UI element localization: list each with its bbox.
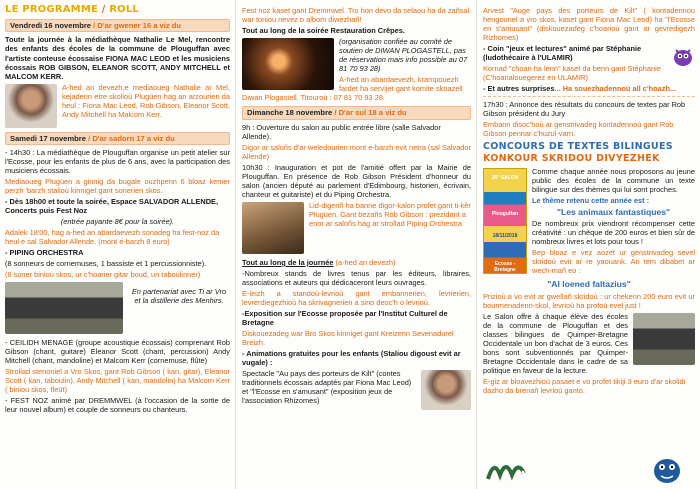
saturday-workshop-br: Mediaoueg Plugüen a ginnig da bugale ouzhpenn 6 bloaz kemer perzh 'barzh stalioù kinniget gant sonerien skos.	[5, 176, 230, 195]
contest-prizes-br: Prizioù a vo evit ar gwellañ skridoù : ur chekenn 200 euro evit ur bourmenadenn-skol, levrioù ha profoù evel just !	[483, 291, 695, 310]
friday-label-br: / D'ar gwener 16 a viz du	[91, 21, 182, 31]
salon-voucher-text-br: E-giz ar bloavezhioù pasaet e vo profet tikiji 3 euro d'ar skolidi dazho da brenañ levrioù ganto.	[483, 377, 686, 396]
program-title	[5, 4, 230, 16]
inauguration-text-br: Lid-digeriñ ha banne digor-kalon profet gant ti-kêr Plugüen. Gant bezañs Rob Gibson : prezidant a enor ar saloñs hag ar strollad Piping Orchestra	[309, 200, 471, 228]
all-day-label-br: (a-hed an devezh)	[333, 257, 396, 267]
program-column-1	[0, 0, 236, 489]
all-day-label: Tout au long de la journée	[242, 257, 334, 267]
surprises-text	[483, 84, 695, 93]
program-column-2	[237, 0, 477, 489]
sunday-label-br: / D'ar sul 18 a viz du	[332, 108, 407, 118]
stands-text-br: E-leizh a standoù-levrioù gant embannerien, levrierien, levrerdiegezhioù ha skrivagnerien a sino deoc'h o levrioù.	[242, 288, 471, 307]
sunday-label: Dimanche 18 novembre	[247, 108, 333, 118]
blue-monster-icon	[650, 452, 684, 484]
program-column-3	[478, 0, 700, 489]
contest-prizes: De nombreux prix viendront récompenser cette créativité : un chèque de 200 euros et bien sûr de nombreux livres et lots pour tous !	[532, 219, 695, 247]
kids-show-text-br: Arvest "Auge pays des porteurs de Kilt" ( kontadennou hengounel a vro skos, kaset gant Fiona Mac Leod) ha "l'Ecosse en s'amusant" (diskouezadeg c'hoarioù gant ar gevredigezh Rizhomes)	[483, 6, 695, 43]
stands-text: -Nombreux stands de livres tenus par les éditeurs, libraires, associations et auteurs qui dédicaceront leurs ouvrages.	[242, 268, 471, 287]
kids-photo	[421, 370, 471, 410]
opening-text-br: Digor ar saloñs d'ar weledourien mont e-barzh evit netra (sal Salvador Allende)	[242, 142, 471, 161]
crepes-organisation: (organisation confiée au comité de soutien de DIWAN PLOGASTELL, pas de réservation mais info possible au 07 81 70 93 28)	[339, 37, 468, 74]
contest-theme-label: Le thème retenu cette année est :	[532, 195, 650, 205]
results-text-br: Embann disoc'hoù ar genstrivadeg kontadennoù gant Rob Gibson pennar c'huzul-varn.	[483, 120, 674, 139]
inauguration-text: 10h30 : Inauguration et pot de l'amitié offert par la Mairie de Plouguffan. En présence de Rob Gibson Président d'honneur du salon (ancien député au parlement d'Edimbourg, historien, écrivain, chanteur et guitariste) et du Piping Orchestra.	[242, 162, 471, 199]
sunday-bar	[242, 106, 471, 119]
saturday-label: Samedi 17 novembre	[10, 133, 86, 143]
kids-activities-title: - Animations gratuites pour les enfants (Staliou digoust evit ar vugale) :	[242, 349, 461, 368]
pipe-band-photo	[5, 282, 123, 334]
all-day-title	[242, 258, 471, 267]
divider	[483, 96, 695, 97]
saturday-concerts: - Dès 18h00 et toute la soirée, Espace SALVADOR ALLENDE, Concerts puis Fest Noz	[5, 197, 219, 216]
partnership-note: En partenariat avec Ti ar Vro et la distillerie des Menhirs.	[131, 287, 227, 306]
saturday-entry: (entrée payante 8€ pour la soirée).	[60, 217, 175, 227]
piping-desc-br: (8 soner biniou skos, ur c'hoarier gitar boud, un taboulinner)	[5, 270, 201, 280]
friday-bar	[5, 19, 230, 32]
salon-poster	[483, 168, 527, 274]
contest-theme: "Les animaux fantastiques"	[556, 206, 671, 217]
surprises-label-br: ... Ha souezhadennoù all c'hoazh...	[554, 84, 677, 94]
purple-monster-icon	[671, 44, 695, 68]
landscape-photo	[633, 313, 695, 365]
program-title-br: ROLL	[109, 4, 139, 15]
storyteller-photo	[5, 84, 57, 128]
poster-label-theme: Ecosse - Bretagne	[494, 260, 516, 273]
saturday-concerts-br: Adalek 18'00, hag a-hed an abardaevezh sonadeg ha fest-noz da heul e sal Salvador Allende. (mont e-barzh 8 euro)	[5, 228, 220, 247]
exhibition-text: -Exposition sur l'Ecosse proposée par l'Institut Culturel de Bretagne	[242, 308, 448, 327]
sea-serpent-icon	[486, 455, 526, 483]
ceilidh-text-br: Strollad stenoniel a Vro Skos, gant Rob Gibson ( kan, gitar), Eleanor Scott ( kan, taboulin), Andy Mitchell ( kan, mandolin) ha Malcom Kerr ( biniou skos, fleüt)	[5, 367, 230, 395]
opening-text: 9h : Ouverture du salon au public entrée libre (salle Salvador Allende).	[242, 122, 441, 141]
program-title-fr: LE PROGRAMME	[5, 4, 98, 15]
saturday-workshop: - 14h30 : La médiathèque de Plouguffan organise un petit atelier sur l'Ecosse, pour les enfants de plus de 6 ans, avec la participation des musiciens écossais.	[5, 147, 230, 175]
program-title-slash: /	[98, 4, 110, 15]
games-block	[483, 44, 695, 82]
contest-title: CONCOURS DE TEXTES BILINGUES	[483, 141, 673, 153]
crepes-title: Tout au long de la soirée Restauration Crêpes.	[242, 26, 405, 36]
exhibition-text-br: Diskouezadeg war Bro Skos kinniget gant Kreizenn Sevenadurel Breizh.	[242, 329, 454, 348]
concert-photo	[242, 38, 334, 90]
saturday-label-br: / D'ar sadorn 17 a viz du	[85, 133, 175, 143]
kids-show-text: Spectacle "Au pays des porteurs de Kilt" (contes traditionnels écossais adaptés par Fiona Mac Leod) et "l'Ecosse en s'amusant" (exposition jeux de l'association Rhizomes)	[242, 369, 412, 406]
guitarist-photo	[242, 202, 304, 254]
contest-theme-br: "Al loened faltazius"	[547, 279, 631, 290]
poster-label-date: 18/11/2018	[492, 232, 518, 239]
poster-label-salon: 26° SALON	[491, 174, 519, 181]
games-corner-text-br: Kornad "choari ha lenn" kaset da benn gant Stéphanie (C'hoarialouegerez en ULAMIR)	[483, 64, 661, 83]
salon-voucher-text: Le Salon offre à chaque élève des écoles de la commune de Plouguffan et des classes bilingues de Quimper-Bretagne Occidentale un bon d'achat de 3 euros. Ces bons sont subventionnés par Quimper-Bretagne Occidentale dans le cadre de sa politique en faveur de la lecture.	[483, 311, 628, 376]
friday-text-br: A-hed an devezh,e mediaoueg Nathalie ar Mel, kejadenn etre skolioù Plugüen hag an arzourien da heul : Fiona Mac Leod, Rob Gibson, Eleanor Scott, Andy Mitchell ha Malcom Kerr.	[62, 82, 230, 119]
poster-label-town: Plouguffan	[491, 210, 519, 217]
crepes-text-br: A-hed an abardaevezh, krampouezh fardet ha servijet gant komite skoazell Diwan Plogastell. Titouroù : 07 81 70 93 28	[242, 75, 463, 103]
friday-label: Vendredi 16 novembre	[10, 21, 92, 31]
contest-title-br: KONKOUR SKRIDOU DIVYEZHEK	[483, 152, 660, 164]
contest-intro: Comme chaque année nous proposons au jeune public des écoles de la commune un texte bilingue sur des thèmes qui lui sont proches.	[532, 166, 695, 194]
festnoz-text-br: Fest noz kaset gant Dremmwel. Tro hon devo da selaou ha da zañsal war toniou nevez o albom diwezhañ!	[242, 6, 470, 25]
piping-desc: (8 sonneurs de cornemuses, 1 bassiste et 1 percussionniste).	[5, 259, 207, 269]
ceilidh-text: - CEILIDH MENAGE (groupe acoustique écossais) comprenant Rob Gibson (chant, guitare) Eleanor Scott (chant, percussion) Andy Mitchell (chant, mandoline) et Malcom Kerr (cornemuse, flûte)	[5, 338, 230, 366]
surprises-label: - Et autres surprises	[483, 84, 555, 94]
saturday-bar	[5, 132, 230, 145]
games-corner-text: - Coin "jeux et lectures" animé par Stéphanie (ludothécaire à l'ULAMIR)	[483, 44, 642, 63]
results-text: 17h30 : Annonce des résultats du concours de textes par Rob Gibson président du Jury	[483, 100, 686, 119]
contest-intro-br: Bep bloaz e vez aozet ur genstrivadeg sevel skridoù evit ar re yaouank. An tem dibabet ar wech-mañ eo :	[532, 248, 695, 276]
piping-title: - PIPING ORCHESTRA	[5, 248, 84, 258]
friday-text: Toute la journée à la médiathèque Nathalie Le Mel, rencontre des enfants des écoles de la commune de Plouguffan avec l'artiste conteuse écossaise FIONA MAC LEOD et les musiciens écossais ROB GIBSON, ELEANOR SCOTT, ANDY MITCHELL et MALCOM KERR.	[5, 35, 230, 81]
festnoz-text: - FEST NOZ animé par DREMMWEL (à l'occasion de la sortie de leur nouvel album) et couple de sonneurs ou chanteurs.	[5, 396, 230, 415]
